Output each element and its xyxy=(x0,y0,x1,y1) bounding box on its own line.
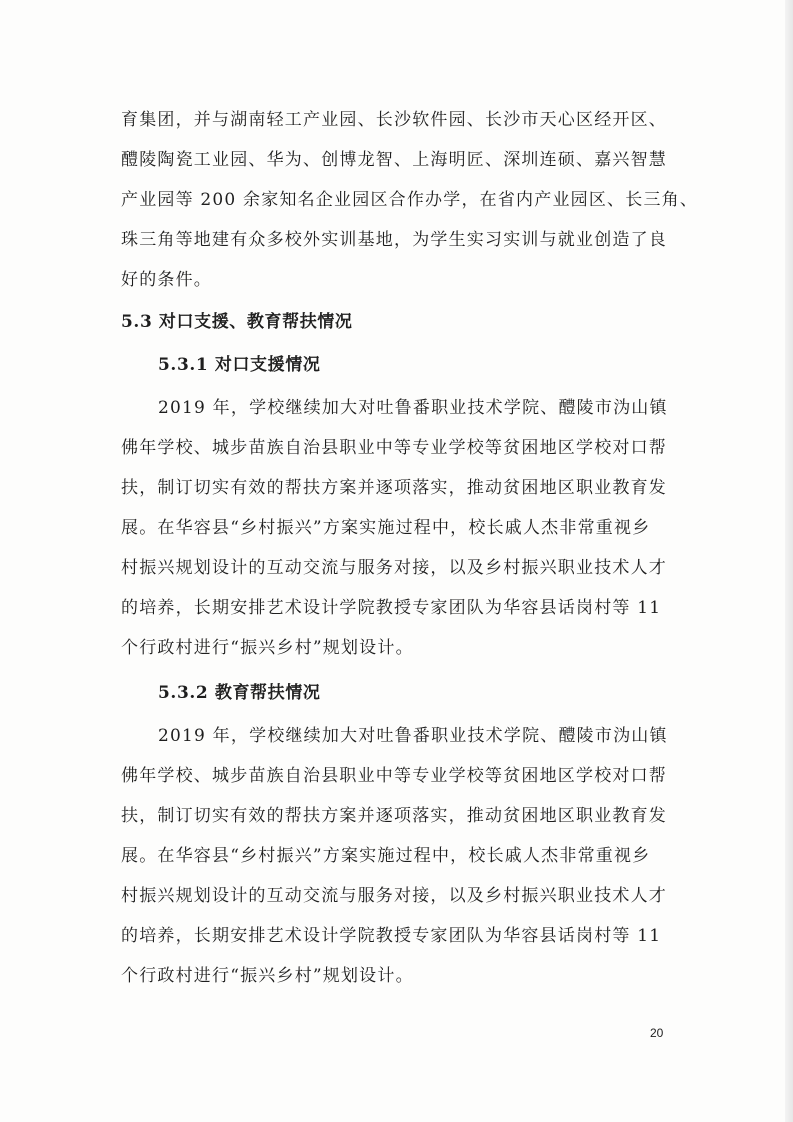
paragraph-line: 个行政村进行“振兴乡村”规划设计。 xyxy=(121,966,414,986)
paragraph-line: 好的条件。 xyxy=(121,270,212,290)
paragraph-line: 珠三角等地建有众多校外实训基地，为学生实习实训与就业创造了良 xyxy=(121,230,667,250)
paragraph-line: 的培养，长期安排艺术设计学院教授专家团队为华容县话岗村等 11 xyxy=(121,926,662,946)
scan-edge xyxy=(785,0,793,1122)
paragraph-line: 展。在华容县“乡村振兴”方案实施过程中，校长戚人杰非常重视乡 xyxy=(121,518,651,538)
paragraph-line: 产业园等 200 余家知名企业园区合作办学，在省内产业园区、长三角、 xyxy=(121,190,699,210)
paragraph-line: 村振兴规划设计的互动交流与服务对接，以及乡村振兴职业技术人才 xyxy=(121,558,667,578)
paragraph-line: 2019 年，学校继续加大对吐鲁番职业技术学院、醴陵市沩山镇 xyxy=(158,398,668,418)
paragraph-line: 育集团，并与湖南轻工产业园、长沙软件园、长沙市天心区经开区、 xyxy=(121,110,667,130)
paragraph-line: 佛年学校、城步苗族自治县职业中等专业学校等贫困地区学校对口帮 xyxy=(121,438,667,458)
paragraph-line: 展。在华容县“乡村振兴”方案实施过程中，校长戚人杰非常重视乡 xyxy=(121,846,651,866)
paragraph-line: 醴陵陶瓷工业园、华为、创博龙智、上海明匠、深圳连硕、嘉兴智慧 xyxy=(121,150,667,170)
paragraph-line: 扶，制订切实有效的帮扶方案并逐项落实，推动贫困地区职业教育发 xyxy=(121,478,667,498)
section-heading-5-3-2: 5.3.2 教育帮扶情况 xyxy=(158,683,321,703)
paragraph-line: 村振兴规划设计的互动交流与服务对接，以及乡村振兴职业技术人才 xyxy=(121,886,667,906)
paragraph-line: 个行政村进行“振兴乡村”规划设计。 xyxy=(121,638,414,658)
paragraph-line: 的培养，长期安排艺术设计学院教授专家团队为华容县话岗村等 11 xyxy=(121,598,662,618)
section-heading-5-3: 5.3 对口支援、教育帮扶情况 xyxy=(121,312,353,332)
page-number: 20 xyxy=(650,1026,664,1040)
paragraph-line: 2019 年，学校继续加大对吐鲁番职业技术学院、醴陵市沩山镇 xyxy=(158,726,668,746)
paragraph-line: 佛年学校、城步苗族自治县职业中等专业学校等贫困地区学校对口帮 xyxy=(121,766,667,786)
section-heading-5-3-1: 5.3.1 对口支援情况 xyxy=(158,355,321,375)
paragraph-line: 扶，制订切实有效的帮扶方案并逐项落实，推动贫困地区职业教育发 xyxy=(121,806,667,826)
